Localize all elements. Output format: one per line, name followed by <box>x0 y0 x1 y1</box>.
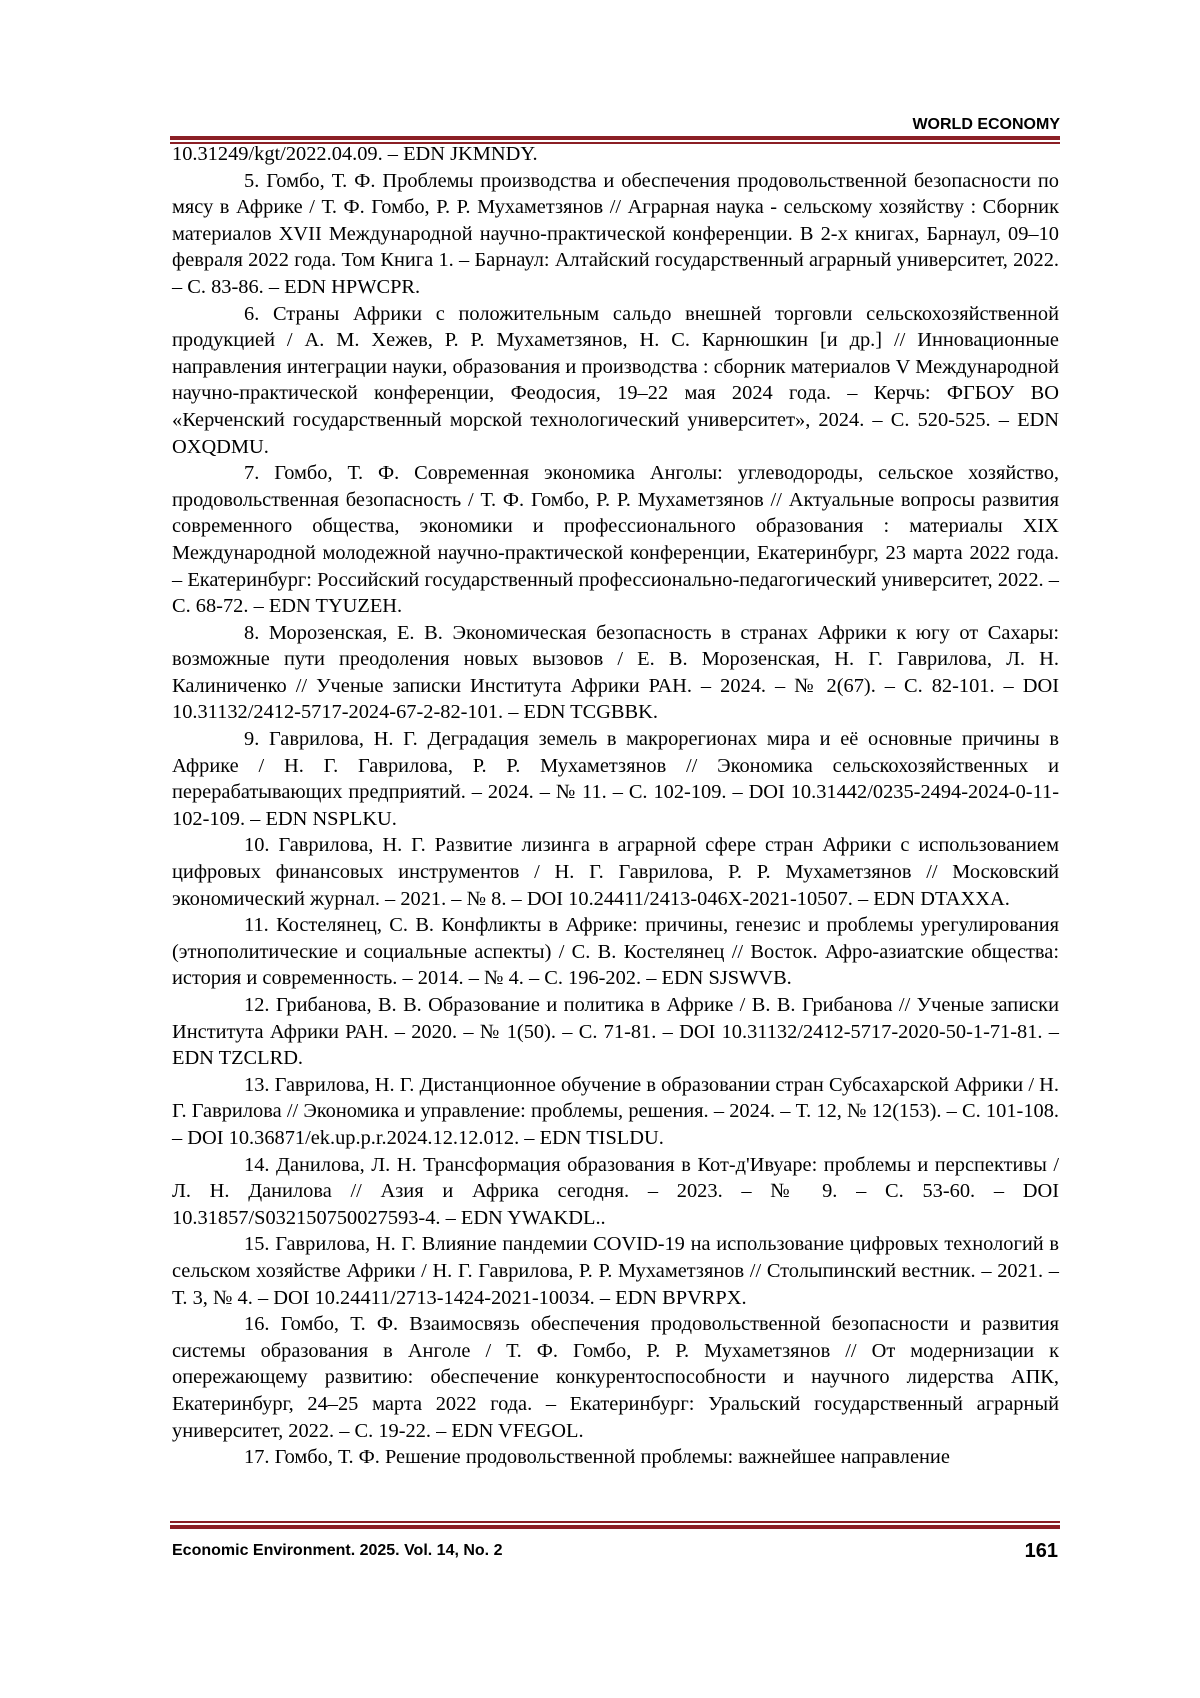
reference-item-11: 11. Костелянец, С. В. Конфликты в Африке: причины, генезис и проблемы урегулирования (этнополитические и социальные аспекты) / С. В. Костелянец // Восток. Афро-азиатские общества: история и современность. – 2014. – № 4. – С. 196-202. – EDN SJSWVB. <box>172 912 1059 992</box>
reference-item-9: 9. Гаврилова, Н. Г. Деградация земель в макрорегионах мира и её основные причины в Африке / Н. Г. Гаврилова, Р. Р. Мухаметзянов // Экономика сельскохозяйственных и перерабатывающих предприятий. – 2024. – № 11. – С. 102-109. – DOI 10.31442/0235-2494-2024-0-11-102-109. – EDN NSPLKU. <box>172 726 1059 832</box>
running-header-section: WORLD ECONOMY <box>912 116 1060 134</box>
reference-item-16: 16. Гомбо, Т. Ф. Взаимосвязь обеспечения продовольственной безопасности и развития системы образования в Анголе / Т. Ф. Гомбо, Р. Р. Мухаметзянов // От модернизации к опережающему развитию: обеспечение конкурентоспособности и научного лидерства АПК, Екатеринбург, 24–25 марта 2022 года. – Екатеринбург: Уральский государственный аграрный университет, 2022. – С. 19-22. – EDN VFEGOL. <box>172 1311 1059 1444</box>
reference-item-15: 15. Гаврилова, Н. Г. Влияние пандемии COVID-19 на использование цифровых технологий в сельском хозяйстве Африки / Н. Г. Гаврилова, Р. Р. Мухаметзянов // Столыпинский вестник. – 2021. – Т. 3, № 4. – DOI 10.24411/2713-1424-2021-10034. – EDN BPVRPX. <box>172 1231 1059 1311</box>
reference-item-13: 13. Гаврилова, Н. Г. Дистанционное обучение в образовании стран Субсахарской Африки / Н. Г. Гаврилова // Экономика и управление: проблемы, решения. – 2024. – Т. 12, № 12(153). – С. 101-108. – DOI 10.36871/ek.up.p.r.2024.12.12.012. – EDN TISLDU. <box>172 1072 1059 1152</box>
reference-item-14: 14. Данилова, Л. Н. Трансформация образования в Кот-д'Ивуаре: проблемы и перспективы / Л. Н. Данилова // Азия и Африка сегодня. – 2023. – № 9. – С. 53-60. – DOI 10.31857/S032150750027593-4. – EDN YWAKDL.. <box>172 1152 1059 1232</box>
reference-item-10: 10. Гаврилова, Н. Г. Развитие лизинга в аграрной сфере стран Африки с использованием цифровых финансовых инструментов / Н. Г. Гаврилова, Р. Р. Мухаметзянов // Московский экономический журнал. – 2021. – № 8. – DOI 10.24411/2413-046Х-2021-10507. – EDN DTAXXA. <box>172 832 1059 912</box>
reference-item-5: 5. Гомбо, Т. Ф. Проблемы производства и обеспечения продовольственной безопасности по мясу в Африке / Т. Ф. Гомбо, Р. Р. Мухаметзянов // Аграрная наука - сельскому хозяйству : Сборник материалов XVII Международной научно-практической конференции. В 2-х книгах, Барнаул, 09–10 февраля 2022 года. Том Книга 1. – Барнаул: Алтайский государственный аграрный университет, 2022. – С. 83-86. – EDN HPWCPR. <box>172 168 1059 301</box>
reference-item-12: 12. Грибанова, В. В. Образование и политика в Африке / В. В. Грибанова // Ученые записки Института Африки РАН. – 2020. – № 1(50). – С. 71-81. – DOI 10.31132/2412-5717-2020-50-1-71-81. – EDN TZCLRD. <box>172 992 1059 1072</box>
footer-rule-thin <box>170 1521 1060 1523</box>
reference-item-6: 6. Страны Африки с положительным сальдо внешней торговли сельскохозяйственной продукцией / А. М. Хежев, Р. Р. Мухаметзянов, Н. С. Карнюшкин [и др.] // Инновационные направления интеграции науки, образования и производства : сборник материалов V Международной научно-практической конференции, Феодосия, 19–22 мая 2024 года. – Керчь: ФГБОУ ВО «Керченский государственный морской технологический университет», 2024. – С. 520-525. – EDN OXQDMU. <box>172 301 1059 461</box>
footer-rule-thick <box>170 1525 1060 1529</box>
page-number: 161 <box>1025 1540 1058 1563</box>
header-rule-thick <box>170 136 1060 140</box>
reference-list <box>172 141 1059 1471</box>
reference-item-8: 8. Морозенская, Е. В. Экономическая безопасность в странах Африки к югу от Сахары: возможные пути преодоления новых вызовов / Е. В. Морозенская, Н. Г. Гаврилова, Л. Н. Калиниченко // Ученые записки Института Африки РАН. – 2024. – № 2(67). – С. 82-101. – DOI 10.31132/2412-5717-2024-67-2-82-101. – EDN TCGBBK. <box>172 620 1059 726</box>
reference-item-17: 17. Гомбо, Т. Ф. Решение продовольственной проблемы: важнейшее направление <box>172 1444 1059 1471</box>
reference-continuation: 10.31249/kgt/2022.04.09. – EDN JKMNDY. <box>172 141 1059 168</box>
journal-citation: Economic Environment. 2025. Vol. 14, No. 2 <box>172 1542 502 1560</box>
reference-item-7: 7. Гомбо, Т. Ф. Современная экономика Анголы: углеводороды, сельское хозяйство, продовольственная безопасность / Т. Ф. Гомбо, Р. Р. Мухаметзянов // Актуальные вопросы развития современного общества, экономики и профессионального образования : материалы XIX Международной молодежной научно-практической конференции, Екатеринбург, 23 марта 2022 года. – Екатеринбург: Российский государственный профессионально-педагогический университет, 2022. – С. 68-72. – EDN TYUZEH. <box>172 460 1059 620</box>
